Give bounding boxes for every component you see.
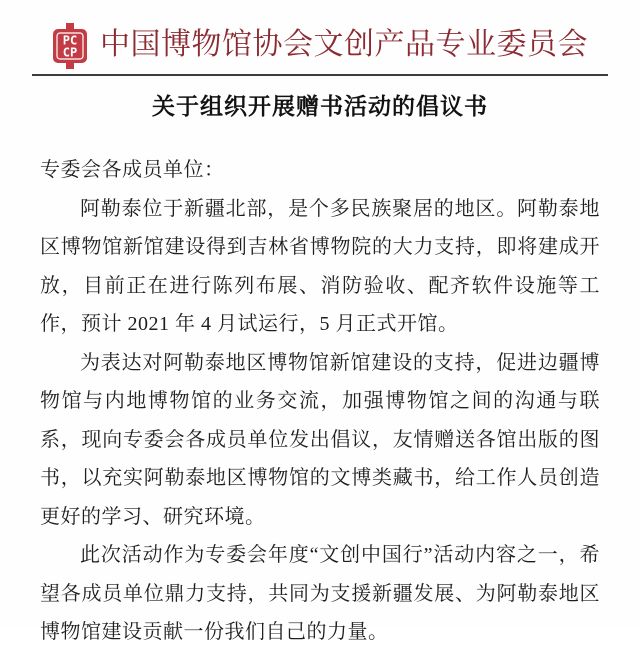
pccp-seal-icon bbox=[50, 23, 90, 69]
seal-letters-top: PC bbox=[62, 33, 78, 48]
paragraph-3: 此次活动作为专委会年度“文创中国行”活动内容之一，希望各成员单位鼎力支持，共同为支援新疆发展、为阿勒泰地区博物馆建设贡献一份我们自己的力量。 bbox=[40, 544, 600, 643]
seal-letters-bottom: CP bbox=[62, 45, 78, 60]
salutation-line: 专委会各成员单位： bbox=[40, 159, 225, 181]
letterhead-divider bbox=[32, 74, 608, 76]
organization-name: 中国博物馆协会文创产品专业委员会 bbox=[100, 28, 588, 61]
document-body bbox=[40, 151, 600, 652]
document-title: 关于组织开展赠书活动的倡议书 bbox=[152, 93, 488, 119]
paragraph-2: 为表达对阿勒泰地区博物馆新馆建设的支持，促进边疆博物馆与内地博物馆的业务交流，加强博物馆之间的沟通与联系，现向专委会各成员单位发出倡议，友情赠送各馆出版的图书，以充实阿勒泰地区博物馆的文博类藏书，给工作人员创造更好的学习、研究环境。 bbox=[40, 351, 600, 528]
letterhead bbox=[50, 0, 608, 70]
paragraph-1: 阿勒泰位于新疆北部，是个多民族聚居的地区。阿勒泰地区博物馆新馆建设得到吉林省博物院的大力支持，即将建成开放，目前正在进行陈列布展、消防验收、配齐软件设施等工作，预计 2021 年 4 月试运行，5 月正式开馆。 bbox=[40, 197, 600, 335]
